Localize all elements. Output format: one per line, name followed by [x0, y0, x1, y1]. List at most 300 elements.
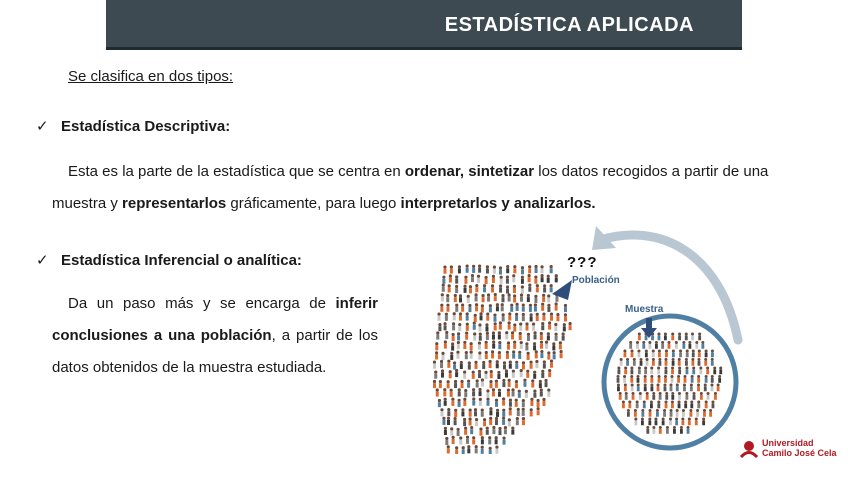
crowd-person	[442, 276, 445, 279]
crowd-person	[509, 360, 512, 363]
crowd-person	[482, 361, 485, 364]
crowd-person	[470, 429, 473, 434]
crowd-person	[540, 274, 543, 277]
sample-person	[719, 370, 722, 375]
crowd-person	[469, 412, 472, 417]
sample-person	[648, 341, 651, 344]
crowd-person	[493, 266, 496, 269]
sample-person	[646, 392, 649, 395]
crowd-person	[447, 380, 450, 383]
crowd-person	[522, 303, 525, 306]
crowd-person	[465, 351, 468, 354]
crowd-person	[485, 341, 488, 344]
crowd-person	[517, 408, 520, 411]
crowd-person	[445, 313, 448, 316]
sample-person	[645, 336, 648, 341]
sample-person	[665, 404, 668, 409]
crowd-person	[530, 411, 533, 416]
crowd-person	[506, 275, 509, 278]
crowd-person	[535, 363, 538, 368]
crowd-person	[465, 335, 468, 340]
crowd-person	[482, 297, 485, 302]
crowd-person	[441, 373, 444, 378]
crowd-person	[541, 268, 544, 273]
crowd-person	[469, 285, 472, 288]
crowd-person	[466, 316, 469, 321]
crowd-person	[450, 265, 453, 268]
crowd-person	[504, 426, 507, 429]
sample-person	[650, 366, 653, 369]
crowd-person	[498, 341, 501, 344]
sample-person	[650, 370, 653, 375]
sample-person	[617, 375, 620, 378]
sample-person	[676, 412, 679, 417]
sample-person	[697, 383, 700, 386]
crowd-person	[512, 391, 515, 396]
crowd-person	[530, 401, 533, 406]
sample-person	[626, 361, 629, 366]
sample-person	[666, 429, 669, 434]
sample-person	[703, 409, 706, 412]
intro-text: Se clasifica en dos tipos:	[68, 68, 234, 85]
sample-person	[646, 426, 649, 429]
crowd-person	[481, 294, 484, 297]
crowd-person	[556, 316, 559, 321]
crowd-person	[503, 361, 506, 364]
crowd-person	[541, 306, 544, 311]
crowd-person	[548, 369, 551, 372]
sample-person	[624, 370, 627, 375]
sample-person	[627, 412, 630, 417]
crowd-person	[455, 372, 458, 377]
crowd-person	[478, 341, 481, 344]
crowd-person	[522, 402, 525, 407]
crowd-person	[519, 332, 522, 335]
crowd-person	[512, 274, 515, 277]
crowd-person	[447, 408, 450, 411]
crowd-person	[489, 363, 492, 368]
crowd-person	[460, 364, 463, 369]
crowd-person	[502, 297, 505, 302]
crowd-person	[463, 285, 466, 288]
crowd-person	[522, 364, 525, 369]
crowd-person	[469, 409, 472, 412]
crowd-person	[502, 436, 505, 439]
sample-person	[697, 387, 700, 392]
sample-person	[658, 349, 661, 352]
sample-person	[646, 358, 649, 361]
crowd-person	[495, 446, 498, 449]
crowd-person	[481, 436, 484, 439]
crowd-person	[527, 294, 530, 297]
crowd-person	[467, 298, 470, 303]
sample-person	[678, 370, 681, 375]
crowd-person	[532, 323, 535, 326]
sample-person	[662, 417, 665, 420]
sample-person	[623, 349, 626, 352]
crowd-person	[458, 326, 461, 331]
sample-person	[643, 404, 646, 409]
crowd-person	[508, 418, 511, 421]
crowd-person	[438, 402, 441, 407]
sample-person	[698, 349, 701, 352]
crowd-person	[562, 336, 565, 341]
sample-person	[695, 417, 698, 420]
crowd-person	[550, 316, 553, 321]
crowd-person	[547, 278, 550, 283]
crowd-person	[533, 371, 536, 374]
crowd-person	[475, 448, 478, 453]
crowd-person	[445, 440, 448, 445]
crowd-person	[463, 344, 466, 349]
crowd-person	[540, 392, 543, 397]
crowd-person	[498, 351, 501, 354]
sample-person	[641, 417, 644, 420]
crowd-person	[498, 334, 501, 339]
crowd-person	[464, 430, 467, 435]
crowd-person	[545, 382, 548, 387]
sample-person	[669, 417, 672, 420]
crowd-person	[547, 275, 550, 278]
crowd-person	[461, 304, 464, 307]
crowd-person	[469, 288, 472, 293]
crowd-person	[481, 409, 484, 412]
crowd-person	[450, 427, 453, 430]
crowd-person	[478, 373, 481, 378]
sample-person	[697, 404, 700, 409]
sample-person	[705, 375, 708, 378]
population-sample-illustration	[420, 222, 750, 454]
crowd-person	[521, 279, 524, 284]
crowd-person	[521, 266, 524, 269]
crowd-person	[553, 351, 556, 354]
crowd-person	[504, 429, 507, 434]
crowd-person	[491, 353, 494, 358]
sample-person	[705, 353, 708, 358]
sample-person	[688, 421, 691, 426]
crowd-person	[479, 398, 482, 401]
sample-person	[683, 375, 686, 378]
crowd-person	[474, 408, 477, 411]
crowd-person	[508, 293, 511, 296]
crowd-person	[481, 382, 484, 387]
crowd-person	[482, 364, 485, 369]
crowd-person	[473, 322, 476, 325]
sample-person	[636, 341, 639, 344]
crowd-person	[445, 437, 448, 440]
crowd-person	[457, 399, 460, 402]
crowd-person	[541, 370, 544, 373]
sample-person	[688, 417, 691, 420]
crowd-person	[490, 383, 493, 388]
crowd-person	[455, 369, 458, 372]
sample-person	[673, 429, 676, 434]
sample-person	[630, 366, 633, 369]
sample-person	[658, 378, 661, 383]
crowd-person	[458, 265, 461, 268]
crowd-person	[454, 417, 457, 420]
crowd-person	[450, 269, 453, 274]
sample-person	[657, 387, 660, 392]
sample-person	[711, 349, 714, 352]
sample-person	[655, 341, 658, 344]
crowd-person	[434, 374, 437, 379]
sample-person	[656, 409, 659, 412]
crowd-person	[475, 287, 478, 292]
crowd-person	[464, 276, 467, 279]
sample-person	[711, 378, 714, 383]
crowd-person	[527, 336, 530, 341]
crowd-person	[563, 326, 566, 331]
crowd-person	[449, 370, 452, 373]
sample-person	[665, 392, 668, 395]
crowd-person	[541, 322, 544, 325]
sample-person	[634, 421, 637, 426]
crowd-person	[453, 315, 456, 320]
population-crowd	[433, 265, 572, 454]
sample-person	[650, 404, 653, 409]
crowd-person	[516, 306, 519, 311]
crowd-person	[479, 391, 482, 396]
sample-pointer-arrow	[641, 328, 657, 338]
sample-person	[664, 358, 667, 361]
sample-person	[648, 421, 651, 426]
crowd-person	[522, 307, 525, 312]
crowd-person	[531, 379, 534, 382]
sample-person	[652, 429, 655, 434]
crowd-person	[493, 317, 496, 322]
crowd-person	[496, 412, 499, 417]
crowd-person	[515, 383, 518, 388]
sample-person	[719, 366, 722, 369]
crowd-person	[438, 399, 441, 402]
crowd-person	[457, 344, 460, 349]
crowd-person	[522, 420, 525, 425]
sample-person	[699, 370, 702, 375]
sample-person	[713, 370, 716, 375]
sample-person	[690, 387, 693, 392]
sample-person	[633, 358, 636, 361]
crowd-person	[516, 417, 519, 420]
crowd-person	[516, 303, 519, 306]
sample-person	[711, 361, 714, 366]
sample-person	[628, 400, 631, 403]
header-bar	[106, 0, 742, 50]
crowd-person	[447, 360, 450, 363]
crowd-person	[441, 369, 444, 372]
crowd-person	[511, 430, 514, 435]
sample-person	[714, 395, 717, 400]
crowd-person	[528, 265, 531, 268]
crowd-person	[547, 304, 550, 307]
sample-person	[681, 417, 684, 420]
crowd-person	[486, 393, 489, 398]
crowd-person	[511, 334, 514, 339]
crowd-person	[459, 436, 462, 439]
crowd-person	[505, 331, 508, 334]
sample-person	[678, 395, 681, 400]
crowd-person	[444, 427, 447, 430]
crowd-person	[470, 350, 473, 353]
crowd-person	[454, 412, 457, 417]
crowd-person	[528, 274, 531, 277]
sample-person	[701, 341, 704, 344]
sample-person	[620, 358, 623, 361]
crowd-person	[539, 383, 542, 388]
crowd-person	[495, 380, 498, 383]
crowd-person	[540, 341, 543, 344]
crowd-person	[445, 334, 448, 339]
crowd-person	[472, 265, 475, 268]
sample-person	[709, 412, 712, 417]
sample-person	[659, 426, 662, 429]
crowd-person	[463, 398, 466, 401]
crowd-person	[564, 307, 567, 312]
sample-person	[623, 375, 626, 378]
crowd-person	[555, 274, 558, 277]
crowd-person	[490, 370, 493, 373]
sample-person	[648, 417, 651, 420]
crowd-person	[520, 297, 523, 302]
crowd-person	[515, 361, 518, 364]
sample-person	[671, 400, 674, 403]
crowd-person	[523, 382, 526, 387]
sample-person	[639, 395, 642, 400]
sample-person	[649, 409, 652, 412]
sample-person	[636, 404, 639, 409]
crowd-person	[502, 417, 505, 420]
crowd-person	[489, 450, 492, 454]
crowd-person	[464, 288, 467, 293]
crowd-person	[455, 304, 458, 307]
crowd-person	[544, 379, 547, 382]
crowd-person	[474, 411, 477, 416]
crowd-person	[534, 307, 537, 312]
crowd-person	[435, 354, 438, 359]
crowd-person	[498, 427, 501, 430]
sample-person	[685, 358, 688, 361]
crowd-person	[444, 325, 447, 330]
crowd-person	[458, 323, 461, 326]
crowd-person	[516, 420, 519, 425]
sample-person	[711, 375, 714, 378]
sample-person	[634, 409, 637, 412]
sample-person	[624, 353, 627, 358]
sample-person	[645, 353, 648, 358]
sample-person	[637, 349, 640, 352]
sample-person	[691, 375, 694, 378]
crowd-person	[451, 342, 454, 345]
crowd-person	[532, 326, 535, 331]
crowd-person	[534, 279, 537, 284]
crowd-person	[478, 370, 481, 373]
crowd-person	[472, 397, 475, 400]
crowd-person	[521, 285, 524, 288]
crowd-person	[508, 312, 511, 315]
crowd-person	[555, 306, 558, 311]
crowd-person	[457, 341, 460, 344]
crowd-person	[523, 379, 526, 382]
crowd-person	[520, 341, 523, 344]
sample-person	[702, 417, 705, 420]
sample-person	[677, 375, 680, 378]
crowd-person	[472, 371, 475, 374]
crowd-person	[512, 354, 515, 359]
crowd-person	[533, 342, 536, 345]
crowd-person	[555, 336, 558, 341]
crowd-person	[513, 265, 516, 268]
sample-person	[682, 412, 685, 417]
crowd-person	[442, 279, 445, 284]
sample-crowd	[617, 332, 723, 433]
crowd-person	[530, 408, 533, 411]
crowd-person	[492, 391, 495, 396]
sample-person	[692, 349, 695, 352]
sample-person	[642, 344, 645, 349]
sample-person	[622, 400, 625, 403]
sample-person	[676, 387, 679, 392]
sample-person	[692, 353, 695, 358]
crowd-person	[484, 276, 487, 279]
sample-person	[707, 392, 710, 395]
crowd-person	[440, 408, 443, 411]
crowd-person	[453, 365, 456, 370]
crowd-person	[526, 370, 529, 373]
sample-person	[695, 341, 698, 344]
sample-person	[702, 421, 705, 426]
crowd-person	[492, 278, 495, 283]
crowd-person	[533, 390, 536, 393]
crowd-person	[444, 401, 447, 406]
crowd-person	[458, 268, 461, 273]
crowd-person	[534, 276, 537, 279]
sample-person	[684, 378, 687, 383]
crowd-person	[478, 355, 481, 360]
crowd-person	[492, 429, 495, 434]
sample-person	[665, 395, 668, 400]
sample-person	[641, 409, 644, 412]
crowd-person	[502, 313, 505, 316]
crowd-person	[554, 323, 557, 326]
crowd-person	[496, 306, 499, 311]
sample-person	[678, 332, 681, 335]
sample-person	[650, 387, 653, 392]
crowd-person	[489, 304, 492, 307]
crowd-person	[439, 380, 442, 383]
crowd-person	[486, 430, 489, 435]
crowd-person	[550, 287, 553, 292]
crowd-person	[547, 335, 550, 340]
crowd-person	[463, 401, 466, 406]
crowd-person	[509, 407, 512, 410]
crowd-person	[486, 427, 489, 430]
crowd-person	[493, 269, 496, 274]
sample-person	[622, 404, 625, 409]
crowd-person	[451, 398, 454, 401]
sample-person	[620, 361, 623, 366]
crowd-person	[491, 350, 494, 353]
crowd-person	[537, 407, 540, 410]
crowd-person	[528, 287, 531, 292]
crowd-person	[553, 354, 556, 359]
crowd-person	[540, 265, 543, 268]
crowd-person	[542, 294, 545, 297]
crowd-person	[439, 383, 442, 388]
checkmark-icon: ✓	[36, 118, 49, 135]
sample-person	[630, 378, 633, 383]
sample-person	[665, 349, 668, 352]
crowd-person	[512, 373, 515, 378]
